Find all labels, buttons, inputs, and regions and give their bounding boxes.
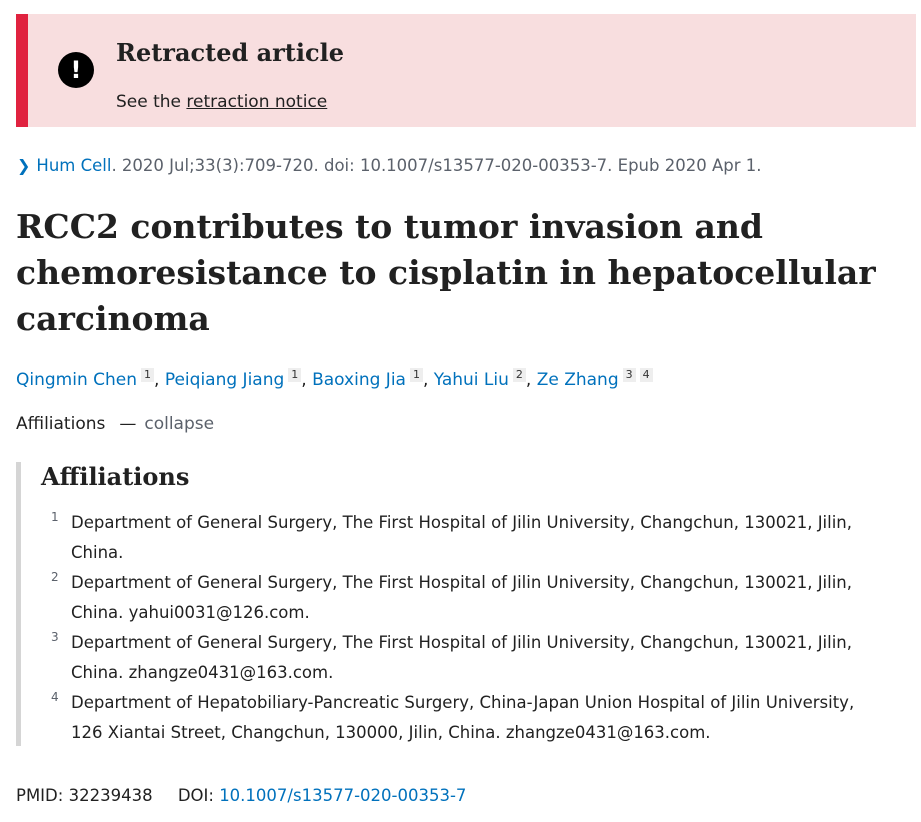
pmid-label: PMID:	[16, 786, 64, 805]
banner-title: Retracted article	[116, 38, 344, 67]
affiliation-ref[interactable]: 4	[640, 368, 653, 382]
affiliation-text	[71, 688, 907, 748]
title-line: carcinoma	[16, 299, 210, 338]
affiliation-line: Department of General Surgery, The First Hospital of Jilin University, Changchun, 130021, Jilin,	[71, 633, 853, 652]
author-link[interactable]: Yahui Liu	[433, 370, 509, 390]
banner-text	[116, 92, 327, 112]
doi-label: DOI:	[177, 786, 214, 805]
affiliation-number: 4	[51, 690, 59, 704]
affiliation-line: Department of Hepatobiliary-Pancreatic Surgery, China-Japan Union Hospital of Jilin University,	[71, 693, 855, 712]
journal-link[interactable]: Hum Cell	[36, 156, 112, 175]
affiliation-line: Department of General Surgery, The First Hospital of Jilin University, Changchun, 130021, Jilin,	[71, 573, 853, 592]
pmid-value: 32239438	[68, 786, 153, 805]
doi-link[interactable]: 10.1007/s13577-020-00353-7	[219, 786, 467, 805]
article-title	[16, 204, 896, 342]
affiliation-ref[interactable]: 1	[141, 368, 154, 382]
affiliation-ref[interactable]: 1	[288, 368, 301, 382]
affiliation-ref[interactable]: 3	[623, 368, 636, 382]
affiliation-line: Department of General Surgery, The First Hospital of Jilin University, Changchun, 130021, Jilin,	[71, 513, 853, 532]
affiliations-heading: Affiliations	[41, 462, 190, 491]
affiliations-toggle[interactable]	[16, 414, 214, 434]
retraction-notice-link[interactable]: retraction notice	[186, 92, 328, 112]
exclamation-circle-icon: !	[58, 52, 94, 88]
affiliation-line: China.	[71, 543, 124, 562]
title-line: RCC2 contributes to tumor invasion and	[16, 207, 763, 246]
author-link[interactable]: Ze Zhang	[536, 370, 619, 390]
article-identifiers	[16, 786, 466, 805]
author-link[interactable]: Baoxing Jia	[312, 370, 406, 390]
citation-details: . 2020 Jul;33(3):709-720. doi: 10.1007/s13577-020-00353-7. Epub 2020 Apr 1.	[111, 156, 762, 175]
affiliation-text	[71, 508, 907, 568]
title-line: chemoresistance to cisplatin in hepatocellular	[16, 253, 876, 292]
affiliation-text	[71, 568, 907, 628]
affiliation-ref[interactable]: 2	[513, 368, 526, 382]
affiliation-line: 126 Xiantai Street, Changchun, 130000, Jilin, China. zhangze0431@163.com.	[71, 723, 711, 742]
author-link[interactable]: Peiqiang Jiang	[164, 370, 285, 390]
author-link[interactable]: Qingmin Chen	[16, 370, 138, 390]
affiliation-line: China. zhangze0431@163.com.	[71, 663, 334, 682]
author-list: Qingmin Chen 1 , Peiqiang Jiang 1 , Baoxing Jia 1 , Yahui Liu 2 , Ze Zhang 3 4	[16, 368, 653, 390]
toggle-dash: —	[119, 414, 137, 434]
affiliations-toggle-label: Affiliations	[16, 414, 106, 434]
collapse-button[interactable]: collapse	[144, 414, 215, 434]
affiliation-line: China. yahui0031@126.com.	[71, 603, 310, 622]
affiliation-text	[71, 628, 907, 688]
banner-prefix: See the	[116, 92, 182, 112]
chevron-right-icon: ❯	[17, 156, 31, 175]
affiliation-ref[interactable]: 1	[410, 368, 423, 382]
citation-line	[17, 156, 762, 175]
affiliation-number: 1	[51, 510, 59, 524]
affiliations-panel	[16, 462, 910, 746]
affiliation-number: 2	[51, 570, 59, 584]
affiliation-number: 3	[51, 630, 59, 644]
retraction-banner	[16, 14, 916, 127]
